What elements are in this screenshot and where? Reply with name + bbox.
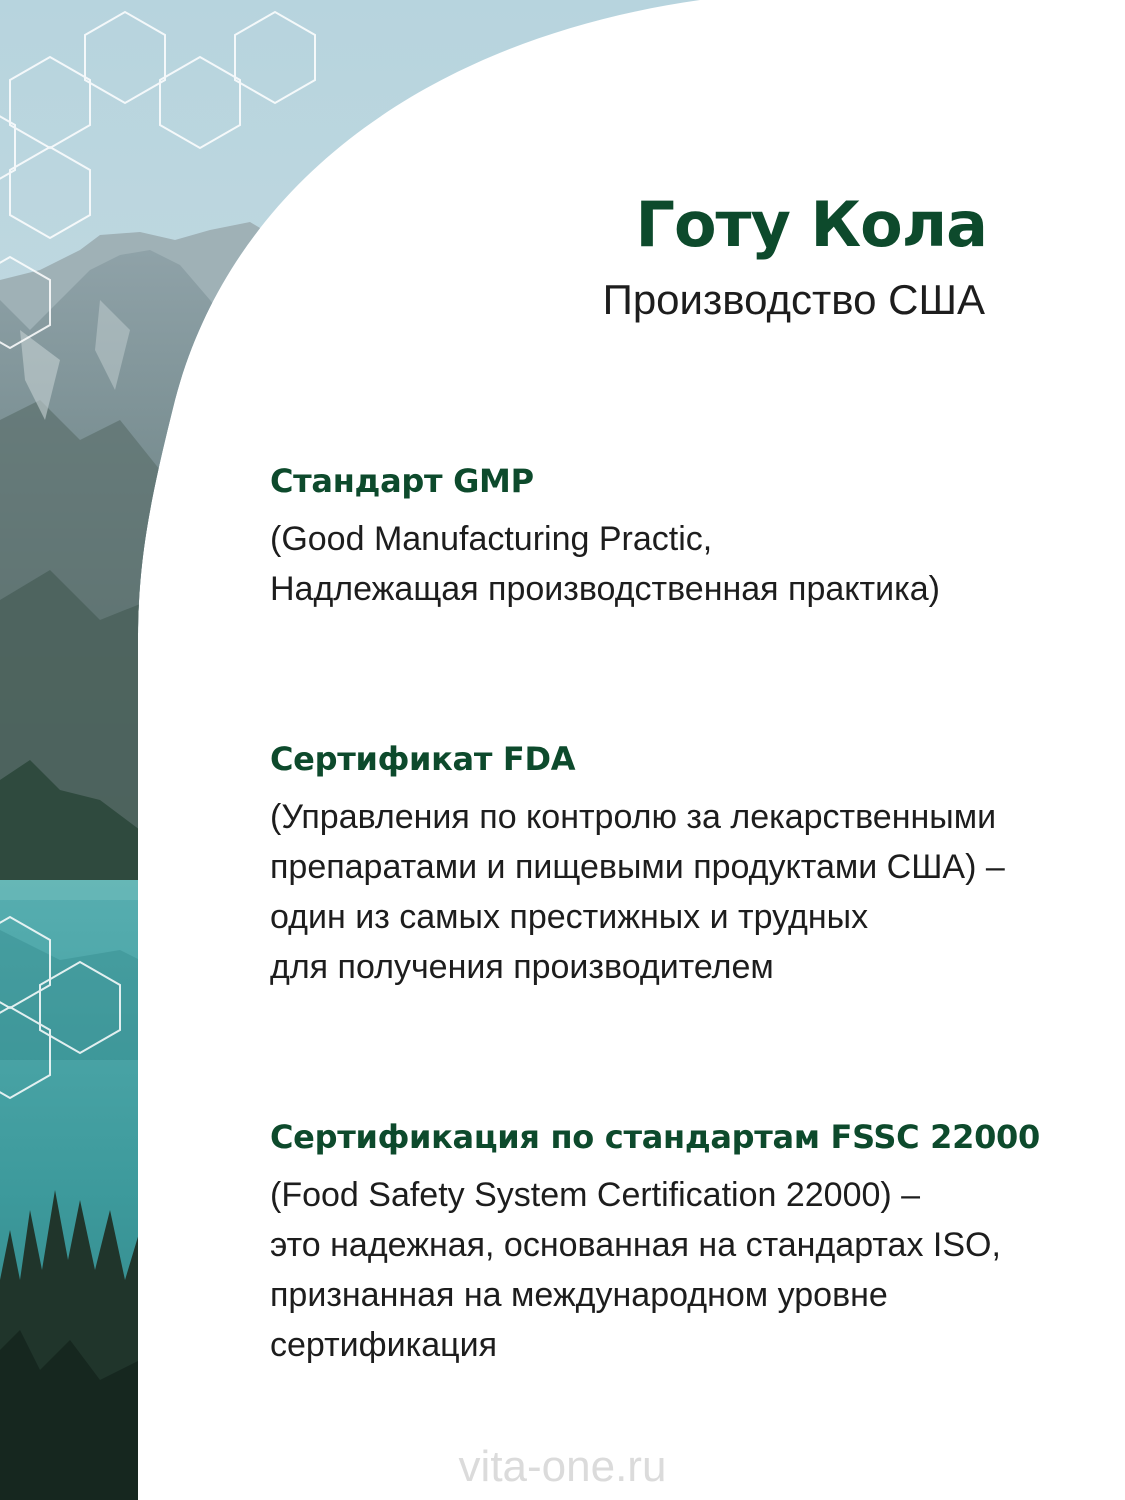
fda-section	[270, 740, 1090, 992]
product-title: Готу Кола	[635, 188, 987, 261]
section-heading: Сертификация по стандартам FSSC 22000	[270, 1118, 1040, 1156]
body-line: сертификация	[270, 1326, 498, 1364]
product-origin: Производство США	[602, 276, 985, 323]
body-line: это надежная, основанная на стандартах ISO,	[270, 1226, 1001, 1264]
section-heading: Сертификат FDA	[270, 740, 576, 778]
body-line: (Управления по контролю за лекарственными	[270, 798, 997, 836]
site-watermark: vita-one.ru	[458, 1442, 667, 1491]
section-body	[270, 514, 1090, 614]
section-body	[270, 1170, 1090, 1370]
gmp-section	[270, 462, 1090, 614]
body-line: (Good Manufacturing Practic,	[270, 520, 713, 558]
body-line: один из самых престижных и трудных	[270, 898, 869, 936]
body-line: Надлежащая производственная практика)	[270, 570, 940, 608]
body-line: (Food Safety System Certification 22000) –	[270, 1176, 921, 1214]
body-line: препаратами и пищевыми продуктами США) –	[270, 848, 1005, 886]
body-line: признанная на международном уровне	[270, 1276, 888, 1314]
body-line: для получения производителем	[270, 948, 774, 986]
fssc-section	[270, 1118, 1090, 1370]
section-body	[270, 792, 1090, 992]
section-heading: Стандарт GMP	[270, 462, 534, 500]
